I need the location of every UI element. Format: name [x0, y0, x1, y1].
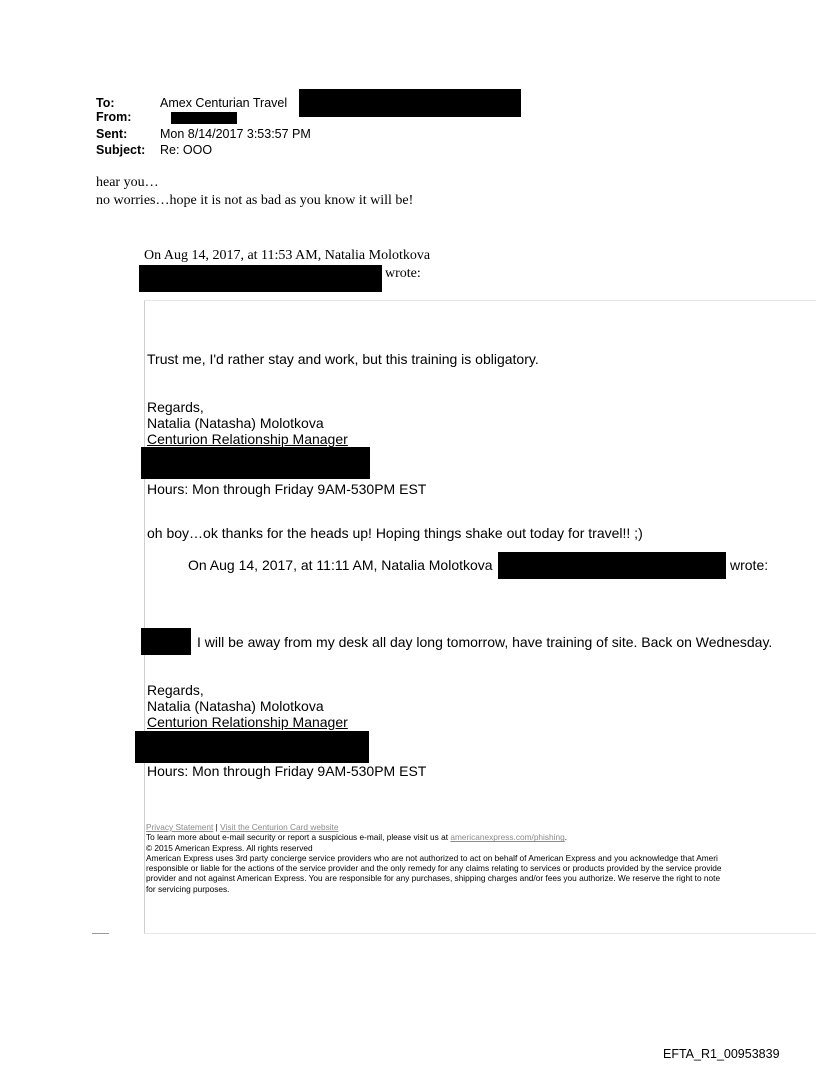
redaction-quote2-email — [498, 552, 726, 579]
redaction-message2-contact — [135, 731, 369, 763]
footer-copyright: © 2015 American Express. All rights reserved — [146, 842, 313, 853]
footer-separator: | — [215, 822, 218, 832]
redaction-message1-contact — [141, 447, 370, 479]
stray-mark — [92, 933, 109, 934]
reply2-text: oh boy…ok thanks for the heads up! Hoping things shake out today for travel!! ;) — [147, 525, 643, 541]
sent-label: Sent: — [96, 127, 128, 141]
phishing-link[interactable]: americanexpress.com/phishing — [450, 832, 565, 843]
quote1-attribution: On Aug 14, 2017, at 11:53 AM, Natalia Molotkova — [144, 248, 431, 263]
document-id: EFTA_R1_00953839 — [663, 1047, 780, 1061]
footer-disclaimer-1: American Express uses 3rd party concierge service providers who are not authorized to act on behalf of American Express and you acknowledge that Ameri — [146, 852, 718, 863]
message2-hours: Hours: Mon through Friday 9AM-530PM EST — [147, 763, 427, 779]
subject-value: Re: OOO — [160, 143, 213, 157]
email-footer — [146, 822, 722, 894]
footer-disclaimer-4: for servicing purposes. — [146, 883, 230, 894]
message2-name: Natalia (Natasha) Molotkova — [147, 698, 324, 714]
redaction-to — [299, 89, 521, 117]
reply-line-1: hear you… — [96, 175, 159, 190]
message2-title: Centurion Relationship Manager — [147, 714, 348, 730]
privacy-statement-link[interactable]: Privacy Statement — [146, 822, 214, 832]
footer-security-text: To learn more about e-mail security or report a suspicious e-mail, please visit us at — [146, 832, 449, 843]
to-value: Amex Centurian Travel — [160, 96, 288, 110]
reply-line-2: no worries…hope it is not as bad as you know it will be! — [96, 193, 414, 208]
quote2-wrote: wrote: — [730, 557, 769, 573]
redaction-from — [171, 112, 237, 124]
footer-links-row — [146, 822, 722, 832]
message2-regards: Regards, — [147, 682, 204, 698]
redaction-quote1-email — [139, 265, 382, 292]
to-label: To: — [96, 96, 115, 110]
message1-body: Trust me, I'd rather stay and work, but this training is obligatory. — [147, 351, 539, 367]
from-label: From: — [96, 110, 132, 124]
message1-regards: Regards, — [147, 399, 204, 415]
footer-disclaimer-3: provider and not against American Express. You are responsible for any purchases, shipping charges and/or fees you authorize. We reserve the right to note — [146, 873, 721, 884]
redaction-message2-salutation — [141, 628, 191, 655]
footer-period: . — [564, 832, 568, 843]
footer-security-row — [146, 832, 722, 842]
quote2-attribution: On Aug 14, 2017, at 11:11 AM, Natalia Molotkova — [188, 557, 493, 573]
quote1-wrote: wrote: — [385, 266, 421, 281]
footer-disclaimer-2: responsible or liable for the actions of the service provider and the only remedy for any claims relating to services or products provided by the service provide — [146, 863, 722, 874]
message2-body: I will be away from my desk all day long tomorrow, have training of site. Back on Wednesday. — [197, 634, 773, 650]
message1-hours: Hours: Mon through Friday 9AM-530PM EST — [147, 481, 427, 497]
message1-title: Centurion Relationship Manager — [147, 431, 348, 447]
sent-value: Mon 8/14/2017 3:53:57 PM — [160, 127, 311, 141]
message1-name: Natalia (Natasha) Molotkova — [147, 415, 324, 431]
subject-label: Subject: — [96, 143, 146, 157]
centurion-website-link[interactable]: Visit the Centurion Card website — [220, 822, 339, 832]
